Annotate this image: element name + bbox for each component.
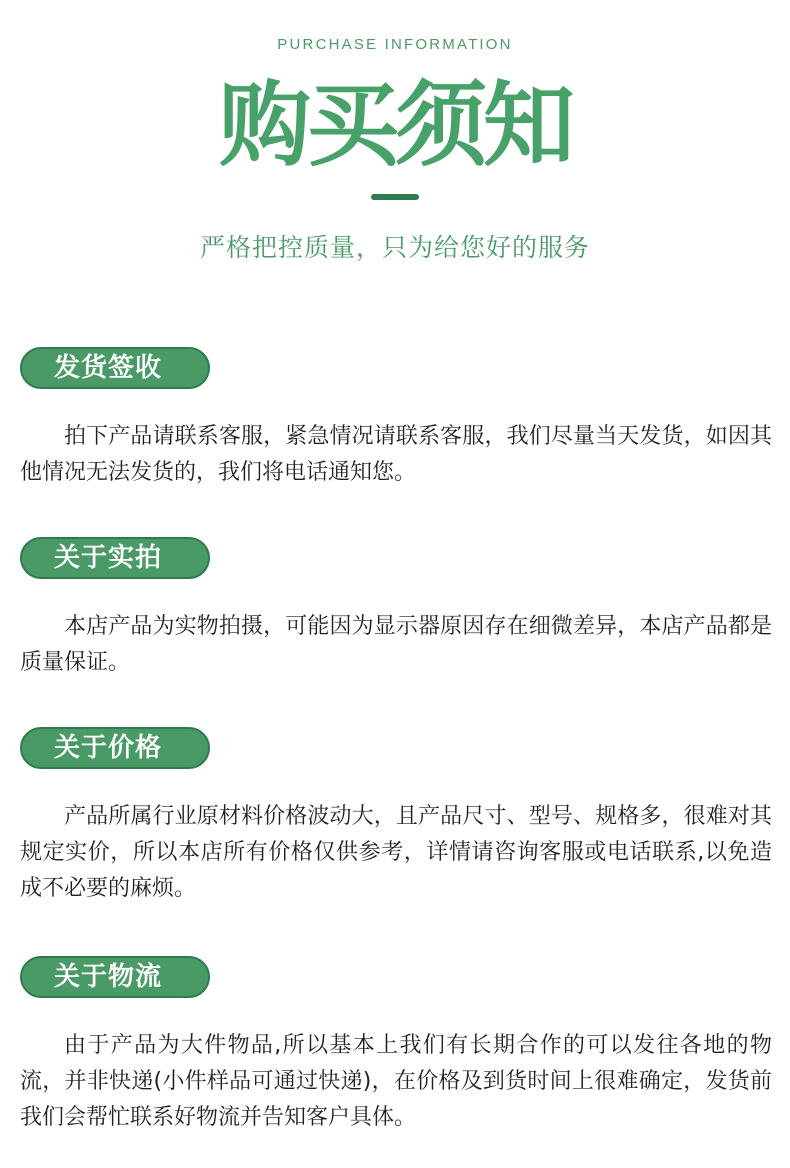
section-body-text: 产品所属行业原材料价格波动大，且产品尺寸、型号、规格多，很难对其规定实价，所以本店所有价格仅供参考，详情请咨询客服或电话联系,以免造成不必要的麻烦。: [20, 804, 772, 901]
eyebrow-label: PURCHASE INFORMATION: [277, 36, 513, 53]
page-title: 购买须知: [218, 72, 571, 179]
page-subtitle: 严格把控质量，只为给您好的服务: [199, 233, 590, 262]
section-heading-pill: 关于实拍: [20, 537, 210, 579]
section-body-text: 拍下产品请联系客服，紧急情况请联系客服，我们尽量当天发货，如因其他情况无法发货的，我们将电话通知您。: [20, 424, 772, 485]
section-heading-pill: 发货签收: [20, 347, 210, 389]
section-body-text: 由于产品为大件物品,所以基本上我们有长期合作的可以发往各地的物流，并非快递(小件样品可通过快递)，在价格及到货时间上很难确定，发货前我们会帮忙联系好物流并告知客户具体。: [20, 1033, 772, 1130]
section-heading-pill: 关于物流: [20, 956, 210, 998]
title-divider: [371, 194, 419, 200]
section-body-text: 本店产品为实物拍摄，可能因为显示器原因存在细微差异，本店产品都是质量保证。: [20, 614, 772, 675]
section-heading-pill: 关于价格: [20, 727, 210, 769]
